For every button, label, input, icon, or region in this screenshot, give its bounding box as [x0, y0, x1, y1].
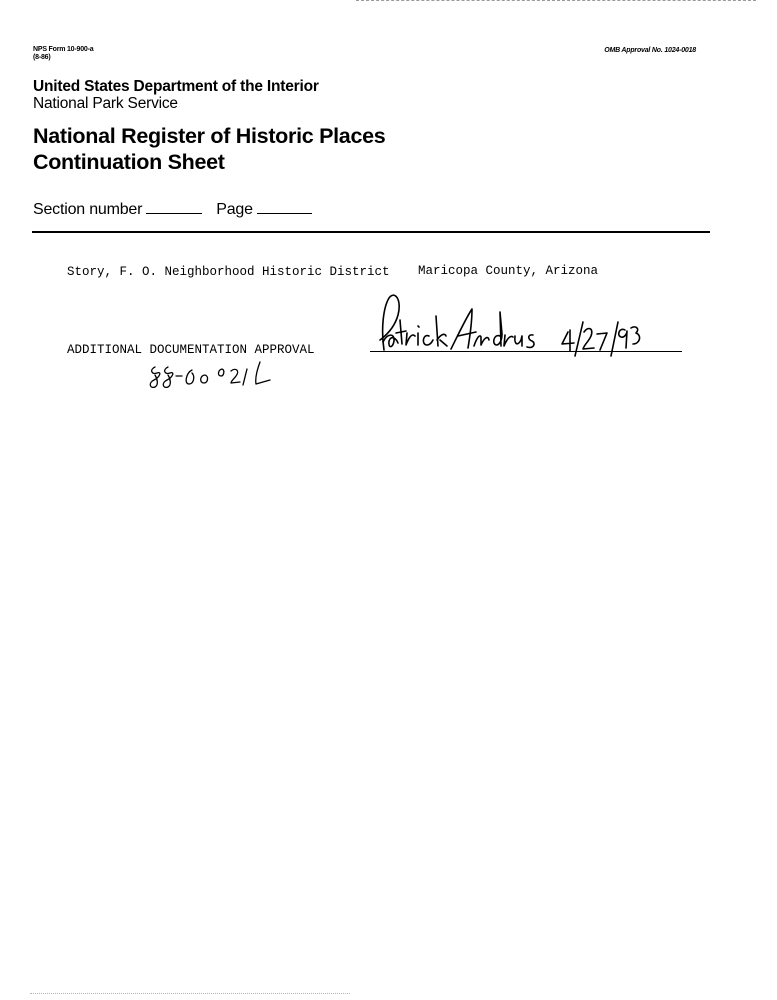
omb-approval-number: OMB Approval No. 1024-0018 [604, 47, 696, 54]
signature [380, 295, 640, 356]
form-subtitle: Continuation Sheet [33, 150, 225, 174]
form-title: National Register of Historic Places [33, 124, 386, 148]
department-name: United States Department of the Interior [33, 78, 319, 95]
section-number-label: Section number [33, 201, 143, 218]
additional-documentation-label: ADDITIONAL DOCUMENTATION APPROVAL [67, 343, 315, 357]
form-number: NPS Form 10-900-a [33, 46, 94, 53]
agency-name: National Park Service [33, 95, 178, 112]
form-date: (8-86) [33, 54, 51, 61]
handwritten-reference-number [150, 362, 270, 387]
district-name: Story, F. O. Neighborhood Historic District [67, 265, 390, 279]
scan-edge-bottom [30, 993, 350, 994]
page-label: Page [216, 201, 253, 218]
county-state: Maricopa County, Arizona [418, 264, 599, 278]
